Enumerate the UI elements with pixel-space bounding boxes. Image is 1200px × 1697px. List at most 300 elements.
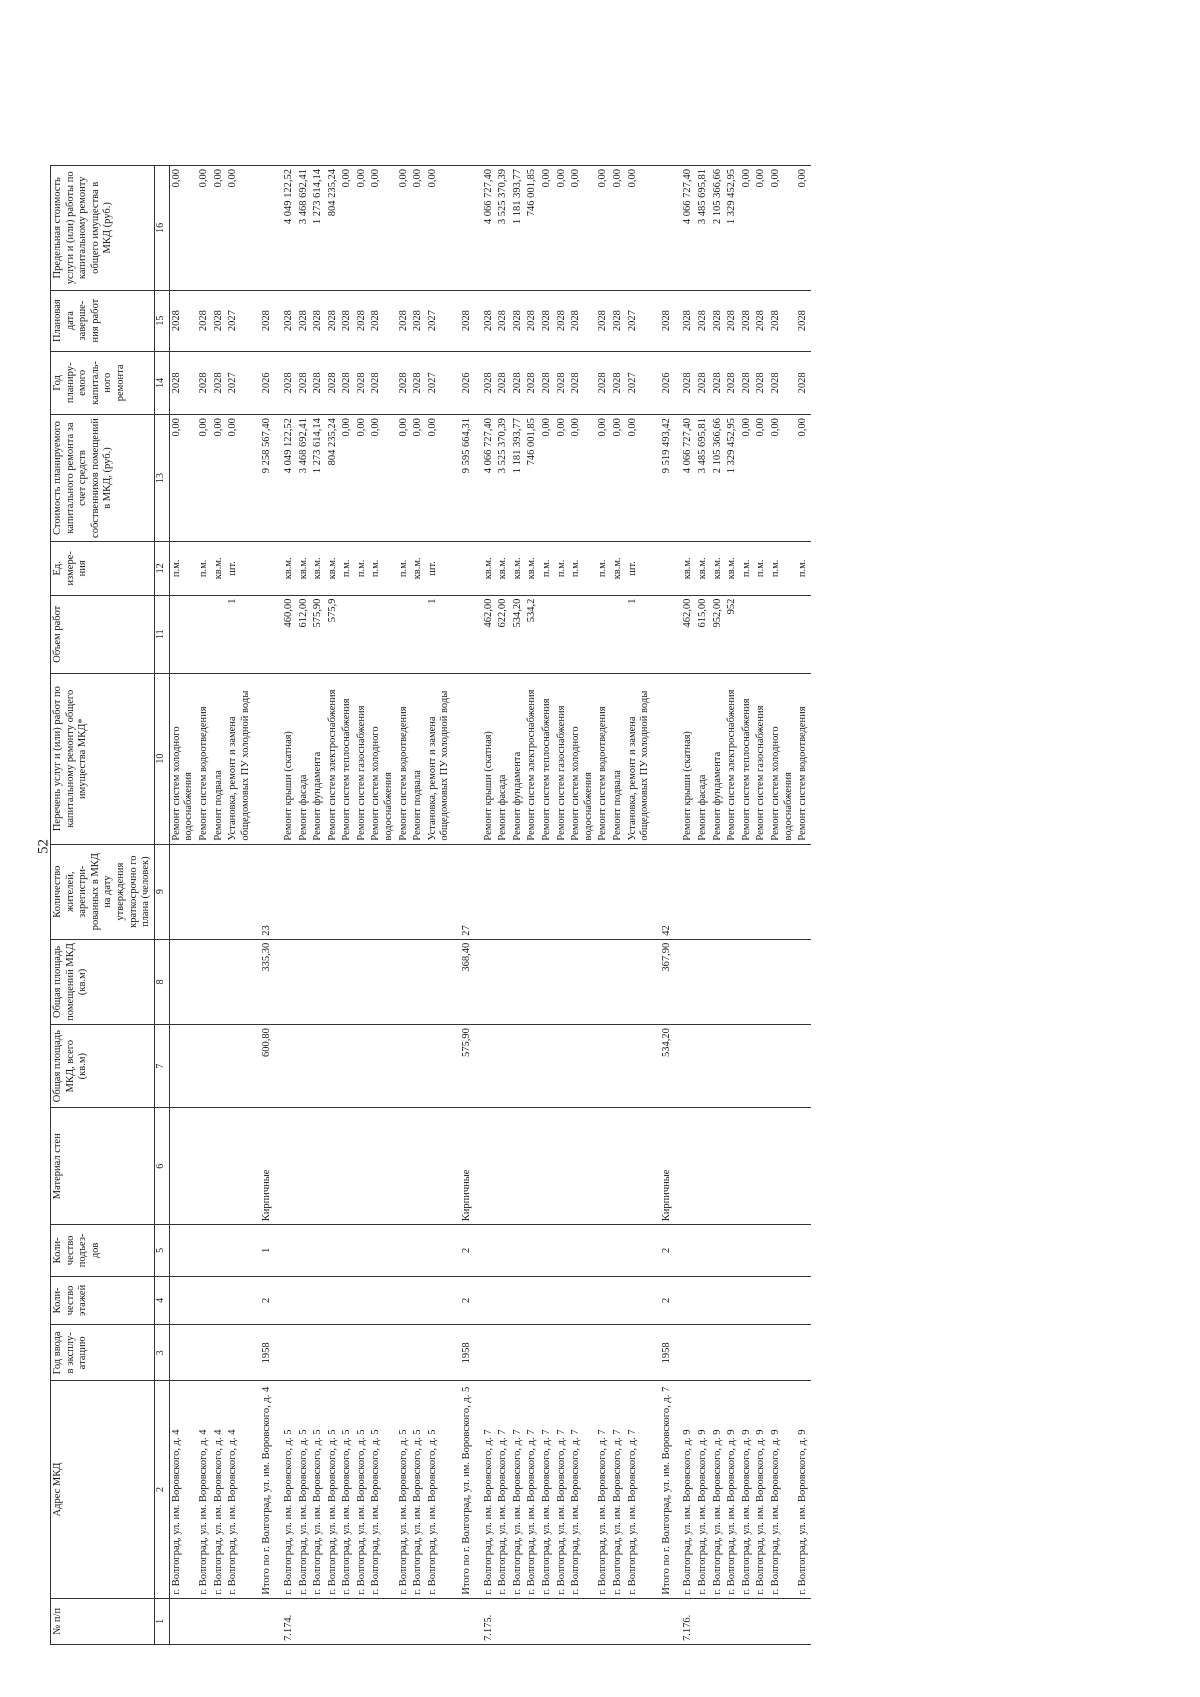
table-cell: 9 595 664,31 — [453, 415, 475, 542]
table-cell: Ремонт систем холодного водоснабжения — [769, 673, 796, 844]
table-cell: г. Волгоград, ул. им. Воровского, д. 7 — [525, 1381, 540, 1598]
table-cell — [725, 1225, 740, 1276]
table-cell — [169, 595, 197, 673]
table-cell — [555, 1276, 570, 1325]
table-cell: 0,00 — [197, 415, 212, 542]
table-cell — [453, 541, 475, 595]
table-cell: г. Волгоград, ул. им. Воровского, д. 5 — [297, 1381, 312, 1598]
table-cell — [326, 1598, 341, 1644]
table-cell: 2 — [253, 1276, 275, 1325]
table-cell: г. Волгоград, ул. им. Воровского, д. 7 — [555, 1381, 570, 1598]
table-cell — [796, 1276, 811, 1325]
table-cell — [326, 1276, 341, 1325]
table-cell — [569, 595, 596, 673]
table-cell — [212, 1225, 227, 1276]
table-cell — [311, 1025, 326, 1108]
table-row — [769, 166, 796, 1645]
table-cell — [355, 1325, 370, 1381]
column-header: Материал стен — [51, 1108, 155, 1225]
table-cell: г. Волгоград, ул. им. Воровского, д. 5 — [311, 1381, 326, 1598]
column-header: Количество жителей, зарегистри-рованных в МКД на дату утверждения краткосрочно го плана (человек) — [51, 844, 155, 939]
table-row — [626, 166, 653, 1645]
table-cell: кв.м. — [411, 541, 426, 595]
table-cell: 368,40 — [453, 939, 475, 1024]
table-cell: 2028 — [453, 290, 475, 351]
table-cell — [311, 1276, 326, 1325]
table-cell: 2026 — [453, 351, 475, 414]
table-cell: 1 273 614,14 — [311, 415, 326, 542]
table-cell: Ремонт систем теплоснабжения — [740, 673, 755, 844]
column-number: 6 — [154, 1108, 169, 1225]
table-cell: Ремонт систем газоснабжения — [555, 673, 570, 844]
table-cell: 27 — [453, 844, 475, 939]
table-cell: 1 — [426, 595, 453, 673]
table-cell — [596, 1225, 611, 1276]
table-cell — [596, 595, 611, 673]
table-cell — [496, 939, 511, 1024]
table-cell — [226, 1025, 253, 1108]
table-cell: 3 525 370,39 — [496, 166, 511, 291]
table-cell: г. Волгоград, ул. им. Воровского, д. 5 — [426, 1381, 453, 1598]
table-cell: г. Волгоград, ул. им. Воровского, д. 9 — [725, 1381, 740, 1598]
table-cell: кв.м. — [311, 541, 326, 595]
table-cell — [511, 1276, 526, 1325]
table-cell — [540, 1598, 555, 1644]
table-cell — [540, 939, 555, 1024]
table-cell: 0,00 — [197, 166, 212, 291]
table-cell — [611, 939, 626, 1024]
table-cell — [696, 1108, 711, 1225]
table-cell: г. Волгоград, ул. им. Воровского, д. 9 — [696, 1381, 711, 1598]
table-cell — [511, 939, 526, 1024]
table-cell: 2028 — [511, 290, 526, 351]
table-cell — [754, 1598, 769, 1644]
table-cell: 2 105 366,66 — [711, 415, 726, 542]
table-cell: п.м. — [796, 541, 811, 595]
table-cell: 2028 — [340, 351, 355, 414]
table-cell: 7.176. — [674, 1598, 696, 1644]
table-cell: 622,00 — [496, 595, 511, 673]
table-cell: 2027 — [226, 351, 253, 414]
table-row — [653, 166, 675, 1645]
table-cell: 0,00 — [369, 166, 396, 291]
table-cell — [653, 1598, 675, 1644]
table-cell: 0,00 — [611, 415, 626, 542]
table-cell — [596, 1108, 611, 1225]
table-cell — [540, 1225, 555, 1276]
table-cell — [169, 1325, 197, 1381]
table-cell: 746 001,85 — [525, 166, 540, 291]
table-cell: 462,00 — [674, 595, 696, 673]
table-cell — [711, 844, 726, 939]
table-cell — [540, 595, 555, 673]
table-cell — [769, 1225, 796, 1276]
table-cell: 1958 — [453, 1325, 475, 1381]
table-cell: 2028 — [711, 290, 726, 351]
page-number: 52 — [35, 839, 52, 854]
table-cell — [326, 939, 341, 1024]
table-cell: 2028 — [397, 290, 412, 351]
table-cell — [411, 939, 426, 1024]
table-cell — [496, 1225, 511, 1276]
table-cell: 2026 — [653, 351, 675, 414]
table-cell — [397, 1025, 412, 1108]
table-cell: г. Волгоград, ул. им. Воровского, д. 5 — [411, 1381, 426, 1598]
table-cell — [275, 1325, 297, 1381]
table-cell: 2028 — [569, 290, 596, 351]
table-cell — [197, 1225, 212, 1276]
table-cell — [725, 1325, 740, 1381]
table-cell: г. Волгоград, ул. им. Воровского, д. 5 — [275, 1381, 297, 1598]
column-header: Объем работ — [51, 595, 155, 673]
table-cell: 2028 — [525, 351, 540, 414]
table-cell: шт. — [226, 541, 253, 595]
table-cell: 3 468 692,41 — [297, 415, 312, 542]
table-cell — [725, 939, 740, 1024]
table-cell: п.м. — [754, 541, 769, 595]
table-cell — [397, 1325, 412, 1381]
table-cell: Ремонт систем водоотведения — [796, 673, 811, 844]
table-cell: 2028 — [297, 351, 312, 414]
table-cell: 615,00 — [696, 595, 711, 673]
table-cell: Ремонт систем газоснабжения — [355, 673, 370, 844]
table-cell: г. Волгоград, ул. им. Воровского, д. 5 — [369, 1381, 396, 1598]
table-cell — [596, 1325, 611, 1381]
table-cell — [212, 1325, 227, 1381]
table-row — [426, 166, 453, 1645]
table-cell: г. Волгоград, ул. им. Воровского, д. 7 — [596, 1381, 611, 1598]
table-cell: Ремонт систем холодного водоснабжения — [369, 673, 396, 844]
table-cell: п.м. — [355, 541, 370, 595]
table-cell — [611, 1325, 626, 1381]
table-cell: 600,80 — [253, 1025, 275, 1108]
table-cell — [226, 844, 253, 939]
table-cell: 2028 — [725, 290, 740, 351]
table-row — [340, 166, 355, 1645]
table-cell: 0,00 — [212, 415, 227, 542]
table-cell: 2 — [653, 1225, 675, 1276]
table-cell — [475, 939, 497, 1024]
table-cell: 9 258 567,40 — [253, 415, 275, 542]
table-cell — [711, 1108, 726, 1225]
table-cell: 534,20 — [511, 595, 526, 673]
table-cell — [253, 541, 275, 595]
column-header: Адрес МКД — [51, 1381, 155, 1598]
table-cell — [769, 844, 796, 939]
table-cell: 42 — [653, 844, 675, 939]
table-cell: 2028 — [311, 290, 326, 351]
table-cell: 2027 — [226, 290, 253, 351]
table-cell: г. Волгоград, ул. им. Воровского, д. 7 — [611, 1381, 626, 1598]
table-cell: 4 066 727,40 — [674, 166, 696, 291]
table-row — [369, 166, 396, 1645]
table-cell — [197, 844, 212, 939]
capital-repair-table — [50, 165, 811, 1645]
table-cell — [426, 1225, 453, 1276]
table-cell — [212, 1025, 227, 1108]
table-cell — [426, 1276, 453, 1325]
table-row — [212, 166, 227, 1645]
table-cell — [525, 1025, 540, 1108]
table-cell — [453, 166, 475, 291]
table-cell: 0,00 — [769, 415, 796, 542]
table-cell — [555, 1325, 570, 1381]
table-cell: 746 001,85 — [525, 415, 540, 542]
table-cell: 7.175. — [475, 1598, 497, 1644]
table-row — [611, 166, 626, 1645]
table-cell: 3 485 695,81 — [696, 166, 711, 291]
table-cell: 2028 — [496, 351, 511, 414]
table-cell: Ремонт подвала — [411, 673, 426, 844]
table-cell — [169, 1225, 197, 1276]
table-cell — [212, 1598, 227, 1644]
table-cell — [397, 595, 412, 673]
table-cell — [369, 595, 396, 673]
table-cell: 2027 — [626, 290, 653, 351]
table-cell — [169, 1598, 197, 1644]
table-cell — [696, 1025, 711, 1108]
table-cell — [496, 844, 511, 939]
table-cell — [740, 1325, 755, 1381]
table-cell — [397, 1108, 412, 1225]
table-cell — [725, 1276, 740, 1325]
table-cell: 2028 — [411, 351, 426, 414]
table-cell — [226, 1225, 253, 1276]
table-cell — [297, 1025, 312, 1108]
table-cell — [355, 1225, 370, 1276]
table-cell — [711, 1225, 726, 1276]
table-cell: 2028 — [197, 351, 212, 414]
table-cell: 460,00 — [275, 595, 297, 673]
table-cell: Ремонт систем электроснабжения — [326, 673, 341, 844]
table-cell: 575,9 — [326, 595, 341, 673]
table-cell — [369, 1598, 396, 1644]
table-cell: 2028 — [696, 351, 711, 414]
table-cell — [696, 844, 711, 939]
table-cell: 2028 — [653, 290, 675, 351]
table-cell — [796, 595, 811, 673]
table-cell: Ремонт систем холодного водоснабжения — [569, 673, 596, 844]
table-cell: 1958 — [253, 1325, 275, 1381]
column-header: Год ввода в эксплу-атацию — [51, 1325, 155, 1381]
table-cell — [496, 1025, 511, 1108]
table-cell — [297, 1276, 312, 1325]
table-cell: 7.174. — [275, 1598, 297, 1644]
table-cell: 2027 — [426, 290, 453, 351]
table-cell: 2028 — [740, 290, 755, 351]
table-cell — [197, 1325, 212, 1381]
column-number: 12 — [154, 541, 169, 595]
table-cell: 0,00 — [555, 166, 570, 291]
table-cell: 534,20 — [653, 1025, 675, 1108]
table-cell — [311, 1225, 326, 1276]
table-cell — [740, 1025, 755, 1108]
table-cell — [674, 1276, 696, 1325]
table-cell: 804 235,24 — [326, 166, 341, 291]
table-cell: кв.м. — [326, 541, 341, 595]
table-row — [453, 166, 475, 1645]
table-row — [397, 166, 412, 1645]
table-cell: кв.м. — [511, 541, 526, 595]
table-cell — [355, 1598, 370, 1644]
table-cell — [411, 1325, 426, 1381]
table-cell: 0,00 — [796, 415, 811, 542]
table-cell — [569, 1108, 596, 1225]
table-cell — [725, 1025, 740, 1108]
table-cell — [611, 1108, 626, 1225]
table-cell: 3 485 695,81 — [696, 415, 711, 542]
table-cell: 2028 — [355, 351, 370, 414]
table-cell: 2028 — [212, 290, 227, 351]
table-cell: 0,00 — [740, 415, 755, 542]
table-cell: 2028 — [555, 290, 570, 351]
table-cell: 2027 — [426, 351, 453, 414]
table-cell: шт. — [426, 541, 453, 595]
table-cell: г. Волгоград, ул. им. Воровского, д. 9 — [711, 1381, 726, 1598]
table-cell: 1 — [626, 595, 653, 673]
table-cell — [569, 1598, 596, 1644]
table-row — [297, 166, 312, 1645]
table-cell — [740, 939, 755, 1024]
table-cell — [725, 1108, 740, 1225]
table-cell — [626, 844, 653, 939]
table-cell — [511, 1025, 526, 1108]
table-cell — [611, 1225, 626, 1276]
table-cell: Ремонт фундамента — [311, 673, 326, 844]
table-cell: кв.м. — [711, 541, 726, 595]
table-cell: Ремонт систем холодного водоснабжения — [169, 673, 197, 844]
table-cell — [426, 1598, 453, 1644]
column-header: Плановая дата заверше-ния работ — [51, 290, 155, 351]
table-cell — [796, 939, 811, 1024]
table-cell — [197, 1108, 212, 1225]
table-cell — [226, 1325, 253, 1381]
table-cell: г. Волгоград, ул. им. Воровского, д. 5 — [397, 1381, 412, 1598]
table-row — [696, 166, 711, 1645]
table-cell — [754, 595, 769, 673]
table-row — [555, 166, 570, 1645]
table-cell — [540, 1108, 555, 1225]
table-cell: 0,00 — [426, 166, 453, 291]
table-cell: 575,90 — [311, 595, 326, 673]
table-cell — [555, 1108, 570, 1225]
table-cell — [397, 1225, 412, 1276]
table-cell — [653, 541, 675, 595]
table-cell — [326, 1225, 341, 1276]
column-number: 4 — [154, 1276, 169, 1325]
table-cell: 3 468 692,41 — [297, 166, 312, 291]
table-cell — [626, 1025, 653, 1108]
table-cell — [540, 1276, 555, 1325]
table-cell: 2028 — [197, 290, 212, 351]
table-cell — [626, 1225, 653, 1276]
table-cell: 2028 — [754, 290, 769, 351]
table-cell: кв.м. — [275, 541, 297, 595]
table-cell — [511, 844, 526, 939]
table-row — [411, 166, 426, 1645]
table-cell — [169, 1025, 197, 1108]
table-row — [511, 166, 526, 1645]
table-cell: 2028 — [796, 351, 811, 414]
table-cell — [275, 1225, 297, 1276]
table-cell: 2028 — [611, 351, 626, 414]
table-cell — [611, 1598, 626, 1644]
table-cell: Ремонт фасада — [297, 673, 312, 844]
table-cell: кв.м. — [725, 541, 740, 595]
table-cell — [711, 1276, 726, 1325]
table-cell — [611, 1025, 626, 1108]
table-cell: 4 049 122,52 — [275, 415, 297, 542]
table-cell — [653, 166, 675, 291]
table-cell: 0,00 — [397, 415, 412, 542]
column-header: Ед. измере-ния — [51, 541, 155, 595]
table-cell: кв.м. — [496, 541, 511, 595]
table-cell: 2028 — [275, 351, 297, 414]
table-cell — [326, 1325, 341, 1381]
table-cell: шт. — [626, 541, 653, 595]
table-cell — [540, 1025, 555, 1108]
table-cell: 2028 — [253, 290, 275, 351]
table-row — [475, 166, 497, 1645]
table-cell: кв.м. — [297, 541, 312, 595]
table-cell — [197, 1025, 212, 1108]
table-row — [326, 166, 341, 1645]
table-cell: Ремонт крыши (скатная) — [475, 673, 497, 844]
table-cell: 0,00 — [212, 166, 227, 291]
table-cell: г. Волгоград, ул. им. Воровского, д. 4 — [197, 1381, 212, 1598]
table-cell: 0,00 — [754, 415, 769, 542]
table-cell: Ремонт подвала — [611, 673, 626, 844]
table-cell — [369, 939, 396, 1024]
table-cell — [674, 1225, 696, 1276]
table-cell: 952,00 — [711, 595, 726, 673]
table-cell — [226, 1108, 253, 1225]
table-row — [169, 166, 197, 1645]
table-cell — [525, 1325, 540, 1381]
table-cell — [326, 844, 341, 939]
table-cell — [611, 844, 626, 939]
table-cell: 1 — [253, 1225, 275, 1276]
table-cell — [475, 1225, 497, 1276]
table-cell: 0,00 — [426, 415, 453, 542]
table-cell: г. Волгоград, ул. им. Воровского, д. 7 — [540, 1381, 555, 1598]
table-cell — [355, 939, 370, 1024]
table-cell: 0,00 — [596, 166, 611, 291]
table-cell: Кирпичные — [653, 1108, 675, 1225]
table-cell — [540, 844, 555, 939]
table-row — [496, 166, 511, 1645]
table-cell: п.м. — [369, 541, 396, 595]
table-cell — [197, 595, 212, 673]
column-header: Общая площадь помещений МКД (кв.м) — [51, 939, 155, 1024]
table-cell: п.м. — [340, 541, 355, 595]
table-cell — [340, 1276, 355, 1325]
table-cell — [369, 844, 396, 939]
table-cell — [169, 844, 197, 939]
table-cell — [297, 939, 312, 1024]
table-cell — [397, 1276, 412, 1325]
table-cell — [525, 1108, 540, 1225]
table-cell — [674, 1108, 696, 1225]
table-cell — [740, 1598, 755, 1644]
table-cell: 335,30 — [253, 939, 275, 1024]
table-cell: 0,00 — [340, 415, 355, 542]
table-cell: 2028 — [540, 290, 555, 351]
table-cell: Установка, ремонт и замена общедомовых ПУ холодной воды — [226, 673, 253, 844]
table-cell: 2028 — [740, 351, 755, 414]
table-cell — [226, 1276, 253, 1325]
table-cell: 2026 — [253, 351, 275, 414]
